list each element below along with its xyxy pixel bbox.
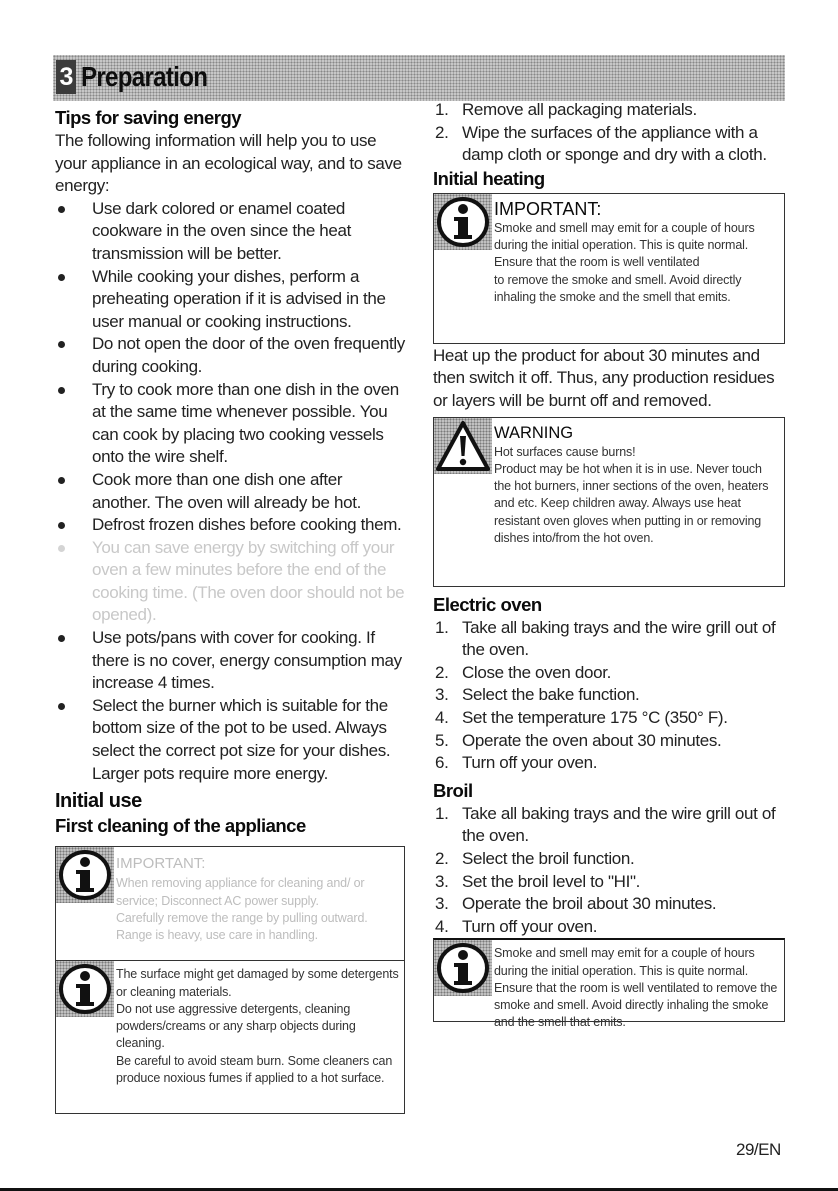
important-title: IMPORTANT: [116, 855, 206, 873]
box-text: to remove the smoke and smell. Avoid directly inhaling the smoke and the smell that emits. [494, 272, 742, 304]
step-item: 2. Wipe the surfaces of the appliance with a damp cloth or sponge and dry with a cloth. [435, 122, 767, 165]
section-title: Preparation [81, 61, 208, 92]
tips-heading: Tips for saving energy [55, 107, 242, 128]
prep-steps [433, 99, 785, 167]
step-item: 1. Remove all packaging materials. [435, 100, 697, 119]
step-item: 5. Operate the oven about 30 minutes. [435, 730, 722, 750]
broil-steps [433, 803, 785, 939]
warning-title: WARNING [494, 423, 574, 442]
box-text: Smoke and smell may emit for a couple of hours during the initial operation. This is quite normal. Ensure that the room is well ventilated [494, 220, 755, 270]
step-item: 2. Close the oven door. [435, 662, 611, 682]
tip-item: You can save energy by switching off your oven a few minutes before the end of the cooking time. (The oven door should not be opened). [55, 537, 405, 627]
section-banner [53, 55, 785, 101]
right-column [433, 99, 785, 1030]
important-box-cleaning [55, 846, 405, 961]
box-text: Carefully remove the range by pulling outward. Range is heavy, use care in handling. [116, 910, 368, 943]
step-item: 6. Turn off your oven. [435, 753, 598, 773]
page-number: 29/EN [736, 1140, 781, 1159]
electric-oven-heading: Electric oven [433, 593, 542, 615]
electric-oven-steps [433, 617, 785, 775]
info-icon [56, 961, 114, 1017]
caution-box-cleaning [55, 960, 405, 1114]
step-item: 3. Set the broil level to "HI". [435, 871, 641, 891]
box-text: Product may be hot when it is in use. Never touch the hot burners, inner sections of the oven, heaters and etc. Keep children away. Always use heat resistant oven gloves when putting in or removing dishes into/from the hot oven. [494, 461, 769, 546]
initial-use-heading: Initial use [55, 790, 142, 813]
tips-intro: The following information will help you to use your appliance in an ecological way, and to save energy: [55, 131, 402, 196]
step-item: 3. Operate the broil about 30 minutes. [435, 894, 717, 914]
box-text: The surface might get damaged by some detergents or cleaning materials. [116, 967, 399, 999]
tip-item: Defrost frozen dishes before cooking them. [55, 514, 405, 537]
box-text: Smoke and smell may emit for a couple of hours during the initial operation. This is quite normal. Ensure that the room is well ventilated to remove the smoke and smell. Avoid directly inhaling the smoke and the smell that emits. [494, 946, 778, 1030]
box-text: Be careful to avoid steam burn. Some cleaners can produce noxious fumes if applied to a hot surface. [116, 1053, 393, 1085]
tips-list [55, 198, 405, 785]
tip-item: Try to cook more than one dish in the oven at the same time whenever possible. You can cook by placing two cooking vessels onto the wire shelf. [55, 379, 405, 469]
step-item: 4. Set the temperature 175 °C (350° F). [435, 707, 728, 727]
box-text: Do not use aggressive detergents, cleaning powders/creams or any sharp objects during cleaning. [116, 1001, 356, 1051]
warning-icon [434, 418, 492, 474]
initial-heating-heading: Initial heating [433, 167, 545, 189]
tip-item: Do not open the door of the oven frequently during cooking. [55, 333, 405, 378]
important-title: IMPORTANT: [494, 198, 602, 219]
heat-up-text: Heat up the product for about 30 minutes and then switch it off. Thus, any production residues or layers will be burnt off and removed. [433, 345, 775, 410]
info-icon [56, 847, 114, 903]
important-box-broil [433, 938, 785, 1030]
warning-box [433, 417, 785, 587]
box-text: When removing appliance for cleaning and/ or service; Disconnect AC power supply. [116, 876, 365, 908]
box-text: Hot surfaces cause burns! [494, 444, 636, 459]
step-item: 1. Take all baking trays and the wire grill out of the oven. [435, 803, 776, 846]
info-icon [434, 940, 492, 996]
first-cleaning-heading: First cleaning of the appliance [55, 815, 306, 837]
important-box-heating [433, 193, 785, 344]
tip-item: Cook more than one dish one after another. The oven will already be hot. [55, 469, 405, 514]
tip-item: Use dark colored or enamel coated cookware in the oven since the heat transmission will be better. [55, 198, 405, 266]
tip-item: Select the burner which is suitable for the bottom size of the pot to be used. Always select the correct pot size for your dishes. Larger pots require more energy. [55, 695, 405, 785]
tip-item: Use pots/pans with cover for cooking. If there is no cover, energy consumption may increase 4 times. [55, 627, 405, 695]
step-item: 2. Select the broil function. [435, 848, 635, 868]
broil-heading: Broil [433, 779, 473, 801]
step-item: 4. Turn off your oven. [435, 916, 598, 936]
step-item: 3. Select the bake function. [435, 685, 640, 705]
tip-item: While cooking your dishes, perform a preheating operation if it is advised in the user manual or cooking instructions. [55, 266, 405, 334]
step-item: 1. Take all baking trays and the wire grill out of the oven. [435, 617, 776, 660]
info-icon [434, 194, 492, 250]
left-column [55, 106, 405, 1114]
section-number: 3 [56, 60, 76, 94]
